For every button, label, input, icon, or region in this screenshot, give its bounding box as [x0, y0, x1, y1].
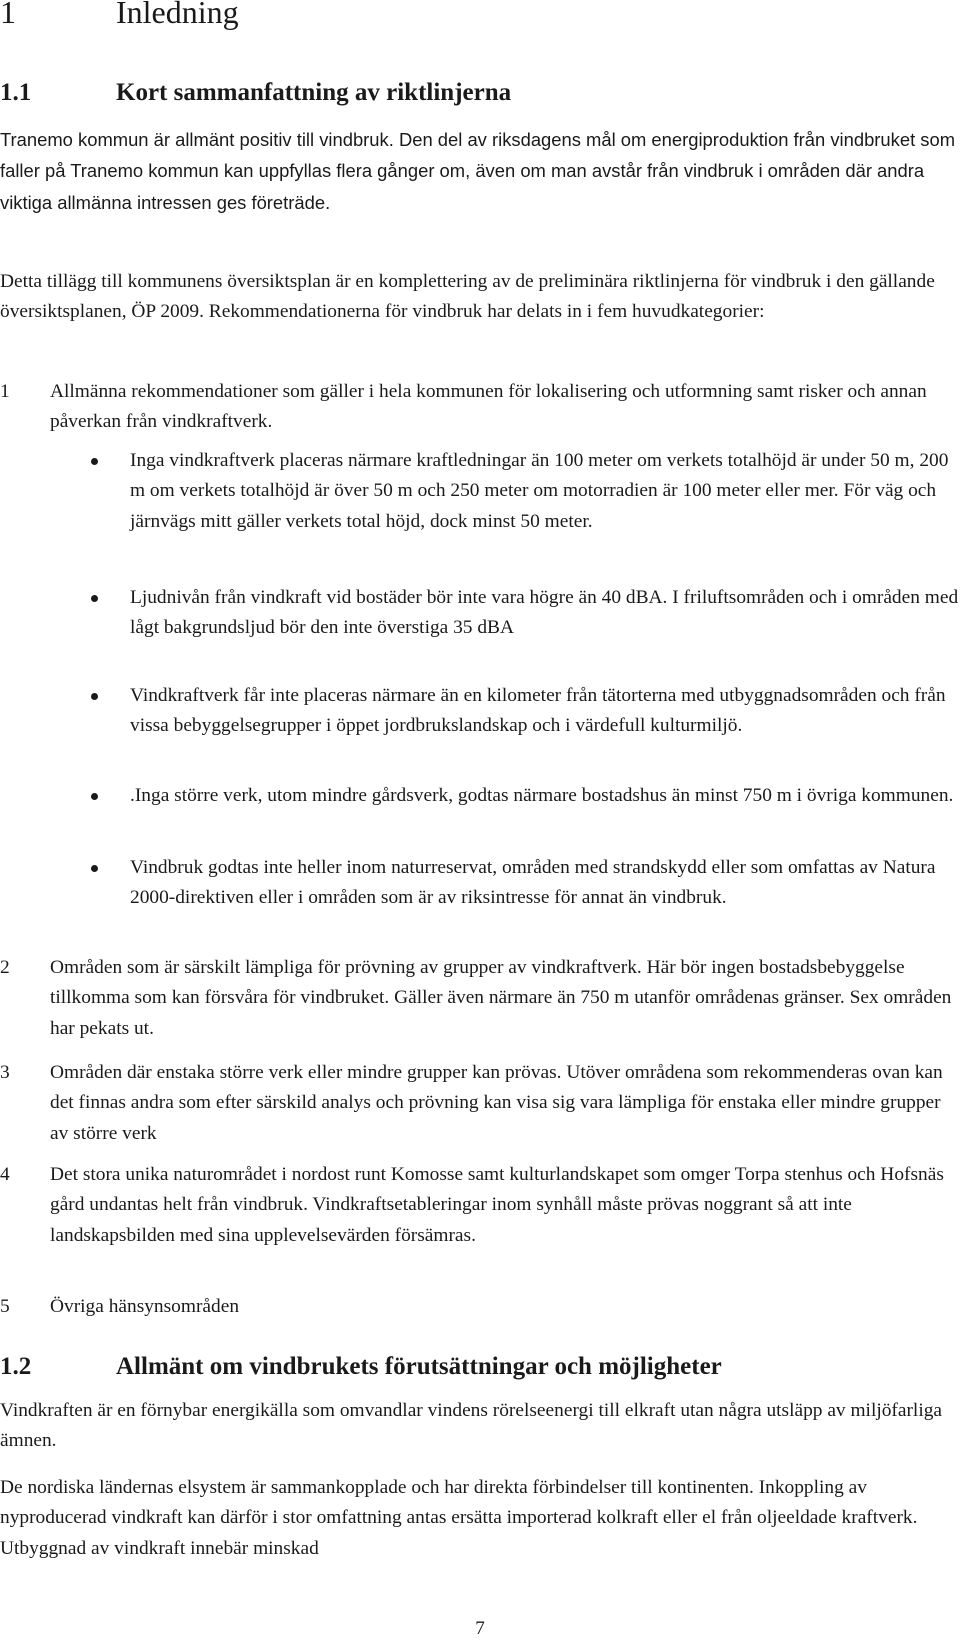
category-number: 1: [0, 381, 10, 402]
bullet-text: Vindkraftverk får inte placeras närmare än en kilometer från tätorterna med utbyggnadsområden och från vissa bebyggelsegrupper i öppet jordbrukslandskap och i värdefull kulturmiljö.: [130, 685, 946, 737]
category-number: 4: [0, 1164, 10, 1185]
intro-paragraph: [0, 125, 958, 219]
section-number: 1.1: [0, 79, 32, 106]
section-title: Allmänt om vindbrukets förutsättningar och möjligheter: [116, 1353, 722, 1380]
nordic-grid-paragraph: De nordiska ländernas elsystem är sammankopplade och har direkta förbindelser till kontinenten. Inkoppling av nyproducerad vindkraft kan därför i stor omfattning antas ersätta importerad kolkraft eller el från oljeeldade kraftverk. Utbyggnad av vindkraft innebär minskad: [0, 1477, 918, 1559]
category-number: 5: [0, 1296, 10, 1317]
intro-continuation: Den del av riksdagens mål om energiproduktion från vindbruket som faller på Tranemo kommun kan uppfyllas flera gånger om, även om man avstår från vindbruk i områden där andra viktiga allmänna intressen ges företräde.: [0, 129, 956, 213]
section-heading-1-1: [0, 79, 511, 107]
category-number: 2: [0, 957, 10, 978]
chapter-heading: [0, 0, 239, 31]
category-number: 3: [0, 1062, 10, 1083]
bullet-icon: [91, 458, 98, 465]
category-text: Övriga hänsynsområden: [50, 1296, 240, 1317]
category-text: Det stora unika naturområdet i nordost runt Komosse samt kulturlandskapet som omger Torpa stenhus och Hofsnäs gård undantas helt från vindbruk. Vindkraftsetableringar inom synhåll måste prövas noggrant så att inte landskapsbilden med sina upplevelsevärden försämras.: [50, 1164, 944, 1246]
bullet-icon: [91, 595, 98, 602]
category-text: Områden där enstaka större verk eller mindre grupper kan prövas. Utöver områdena som rekommenderas ovan kan det finnas andra som efter särskild analys och prövning kan visa sig vara lämpliga för enstaka eller mindre grupper av större verk: [50, 1062, 943, 1144]
category-text: Allmänna rekommendationer som gäller i hela kommunen för lokalisering och utformning samt risker och annan påverkan från vindkraftverk.: [50, 381, 927, 433]
chapter-title: Inledning: [116, 0, 239, 30]
supplement-paragraph: Detta tillägg till kommunens översiktsplan är en komplettering av de preliminära riktlinjerna för vindbruk i den gällande översiktsplanen, ÖP 2009. Rekommendationerna för vindbruk har delats in i fem huvudkategorier:: [0, 271, 935, 323]
chapter-number: 1: [0, 0, 16, 30]
bullet-text: Ljudnivån från vindkraft vid bostäder bör inte vara högre än 40 dBA. I friluftsområden och i områden med lågt bakgrundsljud bör den inte överstiga 35 dBA: [130, 587, 959, 639]
bullet-text: Vindbruk godtas inte heller inom naturreservat, områden med strandskydd eller som omfattas av Natura 2000-direktiven eller i områden som är av riksintresse för annat än vindbruk.: [130, 857, 936, 909]
section-number: 1.2: [0, 1353, 32, 1380]
wind-power-paragraph: Vindkraften är en förnybar energikälla som omvandlar vindens rörelseenergi till elkraft utan några utsläpp av miljöfarliga ämnen.: [0, 1400, 943, 1452]
page-number: 7: [475, 1618, 485, 1639]
bullet-icon: [91, 793, 98, 800]
bullet-icon: [91, 865, 98, 872]
bullet-text: Inga vindkraftverk placeras närmare kraftledningar än 100 meter om verkets totalhöjd är under 50 m, 200 m om verkets totalhöjd är över 50 m och 250 meter om motorradien är 100 meter eller mer. För väg och järnvägs mitt gäller verkets total höjd, dock minst 50 meter.: [130, 450, 949, 532]
section-title: Kort sammanfattning av riktlinjerna: [116, 79, 512, 106]
bullet-icon: [91, 693, 98, 700]
intro-sentence: Tranemo kommun är allmänt positiv till vindbruk.: [0, 129, 394, 150]
section-heading-1-2: [0, 1353, 722, 1381]
category-text: Områden som är särskilt lämpliga för prövning av grupper av vindkraftverk. Här bör ingen bostadsbebyggelse tillkomma som kan försvåra för vindbruket. Gäller även närmare än 750 m utanför områdenas gränser. Sex områden har pekats ut.: [50, 957, 952, 1039]
bullet-text: .Inga större verk, utom mindre gårdsverk, godtas närmare bostadshus än minst 750 m i övriga kommunen.: [130, 785, 954, 806]
